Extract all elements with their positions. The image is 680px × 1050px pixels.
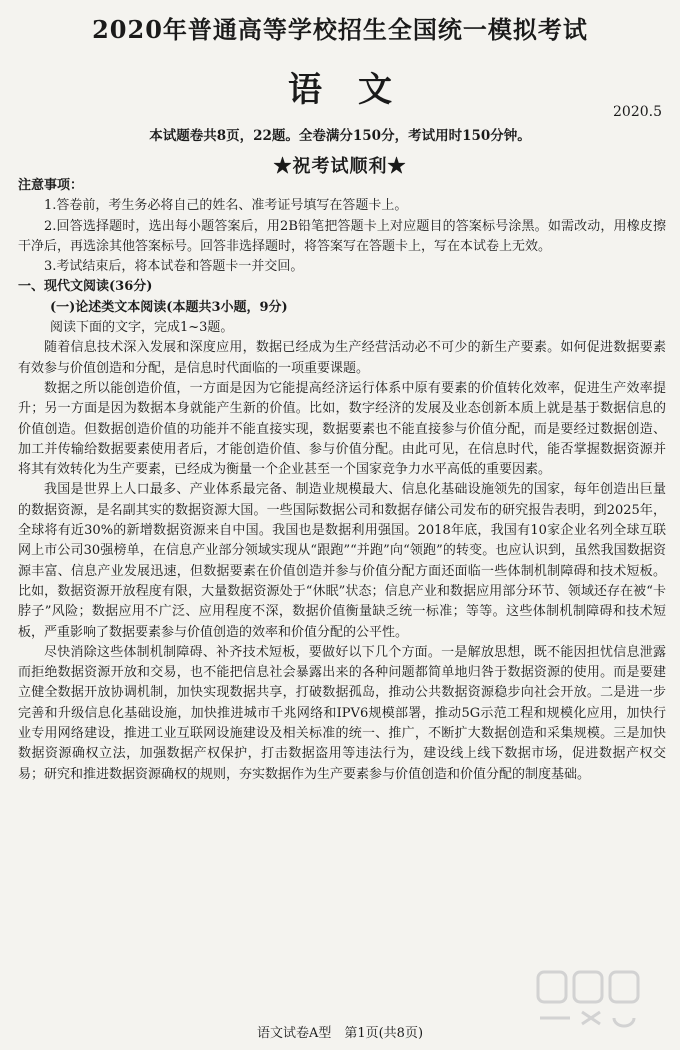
exam-content: [18, 176, 666, 785]
notes-item: 2.回答选择题时，选出每小题答案后，用2B铅笔把答题卡上对应题目的答案标号涂黑。如需改动，用橡皮擦干净后，再选涂其他答案标号。回答非选择题时，将答案写在答题卡上，写在本试卷上无效。: [18, 218, 666, 254]
passage-paragraph: 尽快消除这些体制机制障碍、补齐技术短板，要做好以下几个方面。一是解放思想，既不能因担忧信息泄露而拒绝数据资源开放和交易，也不能把信息社会暴露出来的各种问题都简单地归咎于数据资源的使用。而是要建立健全数据开放协调机制，加快实现数据共享，打破数据孤岛，推动公共数据资源稳步向社会开放。二是进一步完善和升级信息化基础设施，加快推进城市千兆网络和IPV6规模部署，推动5G示范工程和规模化应用，加快行业专用网络建设，推进工业互联网设施建设及相关标准的统一、推广，不断扩大数据创造和采集规模。三是加快数据资源确权立法，加强数据产权保护，打击数据盗用等违法行为，建设线上线下数据市场，促进数据产权交易；研究和推进数据资源确权的规则，夯实数据作为生产要素参与价值创造和价值分配的制度基础。: [18, 644, 666, 782]
blessing-line: ★祝考试顺利★: [273, 156, 407, 177]
reading-instruction: 阅读下面的文字，完成1~3题。: [50, 320, 234, 336]
watermark-logo-icon: [530, 962, 670, 1032]
passage-paragraph: 随着信息技术深入发展和深度应用，数据已经成为生产经营活动必不可少的新生产要素。如何促进数据要素有效参与价值创造和分配，是信息时代面临的一项重要课题。: [18, 340, 666, 376]
exam-info: 本试题卷共8页，22题。全卷满分150分，考试用时150分钟。: [149, 128, 531, 144]
notes-heading: 注意事项：: [18, 178, 84, 193]
subject-title: 语文: [288, 70, 428, 110]
section-heading: 一、现代文阅读(36分): [18, 279, 153, 295]
exam-title: 2020年普通高等学校招生全国统一模拟考试: [92, 15, 588, 44]
subsection-heading: (一)论述类文本阅读(本题共3小题，9分): [50, 299, 288, 315]
notes-item: 3.考试结束后，将本试卷和答题卡一并交回。: [44, 259, 304, 275]
passage-paragraph: 数据之所以能创造价值，一方面是因为它能提高经济运行体系中原有要素的价值转化效率，促进生产效率提升；另一方面是因为数据本身就能产生新的价值。比如，数字经济的发展及业态创新本质上就是基于数据信息的价值创造。但数据创造价值的功能并不能直接实现，数据要素也不能直接参与价值分配，而是要经过数据创造、加工并传输给数据要素使用者后，才能创造价值、参与价值分配。由此可见，在信息时代，能否掌握数据资源并将其有效转化为生产要素，已经成为衡量一个企业甚至一个国家竞争力水平高低的重要因素。: [18, 380, 666, 478]
page-footer: 语文试卷A型 第1页(共8页): [256, 1026, 424, 1041]
notes-item: 1.答卷前，考生务必将自己的姓名、准考证号填写在答题卡上。: [44, 198, 408, 214]
exam-date: 2020.5: [613, 104, 662, 120]
passage-paragraph: 我国是世界上人口最多、产业体系最完备、制造业规模最大、信息化基础设施领先的国家，每年创造出巨量的数据资源，是名副其实的数据资源大国。一些国际数据公司和数据存储公司发布的研究报告表明，到2025年，全球将有近30%的新增数据资源来自中国。我国也是数据利用强国。2018年底，我国有10家企业名列全球互联网上市公司30强榜单，在信息产业部分领域实现从“跟跑”“并跑”向“领跑”的转变。也应认识到，虽然我国数据资源丰富、信息产业发展迅速，但数据要素在价值创造并参与价值分配方面还面临一些体制机制障碍和技术短板。比如，数据资源开放程度有限，大量数据资源处于“休眠”状态；信息产业和数据应用部分环节、领域还存在被“卡脖子”风险；数据应用不广泛、应用程度不深，数据价值衡量缺乏统一标准；等等。这些体制机制障碍和技术短板，严重影响了数据要素参与价值创造的效率和价值分配的公平性。: [18, 482, 666, 640]
